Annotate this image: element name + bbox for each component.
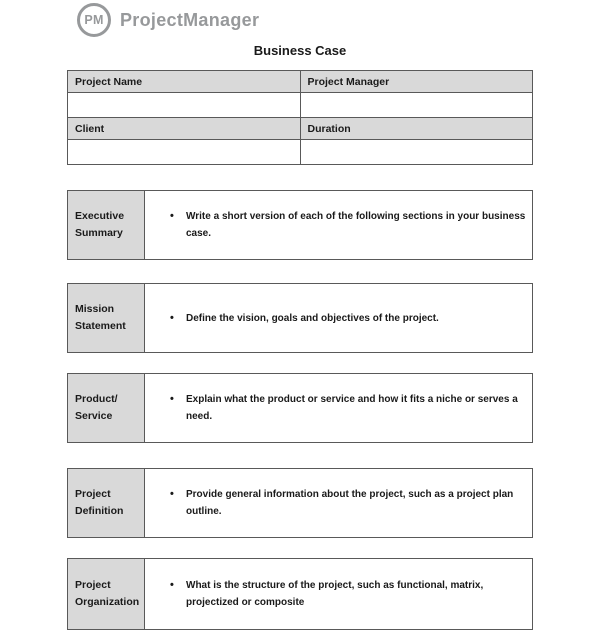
section-label: Project Organization	[68, 559, 145, 629]
bullet-item: • Define the vision, goals and objectives of the project.	[145, 310, 526, 327]
project-info-table	[67, 70, 533, 165]
bullet-list	[145, 208, 532, 242]
section-row	[67, 190, 533, 260]
section-content	[145, 374, 532, 442]
sections-list	[67, 190, 533, 630]
section-label: Executive Summary	[68, 191, 145, 259]
section-row	[67, 558, 533, 630]
bullet-item: • Provide general information about the project, such as a project plan outline.	[145, 486, 526, 520]
section-content	[145, 559, 532, 629]
page-title: Business Case	[253, 43, 347, 58]
projectmanager-logo-icon	[77, 3, 111, 37]
brand-name: ProjectManager	[120, 9, 260, 30]
table-header-cell: Project Name	[68, 71, 301, 93]
table-input-cell[interactable]	[68, 93, 301, 118]
table-header-cell: Client	[68, 118, 301, 140]
section-label: Mission Statement	[68, 284, 145, 352]
section-label: Product/ Service	[68, 374, 145, 442]
section-label: Project Definition	[68, 469, 145, 537]
bullet-list	[145, 577, 532, 611]
table-row	[68, 71, 533, 93]
section-row	[67, 373, 533, 443]
bullet-item: • Explain what the product or service and how it fits a niche or serves a need.	[145, 391, 526, 425]
section-row	[67, 468, 533, 538]
table-header-cell: Project Manager	[300, 71, 533, 93]
table-input-cell[interactable]	[300, 140, 533, 165]
bullet-list	[145, 391, 532, 425]
table-row	[68, 118, 533, 140]
table-header-cell: Duration	[300, 118, 533, 140]
table-input-cell[interactable]	[300, 93, 533, 118]
section-content	[145, 284, 532, 352]
section-content	[145, 191, 532, 259]
table-row	[68, 93, 533, 118]
section-row	[67, 283, 533, 353]
bullet-list	[145, 310, 532, 327]
bullet-item: • Write a short version of each of the following sections in your business case.	[145, 208, 526, 242]
section-content	[145, 469, 532, 537]
table-input-cell[interactable]	[68, 140, 301, 165]
brand-header	[77, 3, 259, 37]
table-row	[68, 140, 533, 165]
info-table-body	[68, 71, 533, 165]
bullet-item: • What is the structure of the project, such as functional, matrix, projectized or composite	[145, 577, 526, 611]
bullet-list	[145, 486, 532, 520]
logo-monogram: PM	[84, 13, 104, 27]
